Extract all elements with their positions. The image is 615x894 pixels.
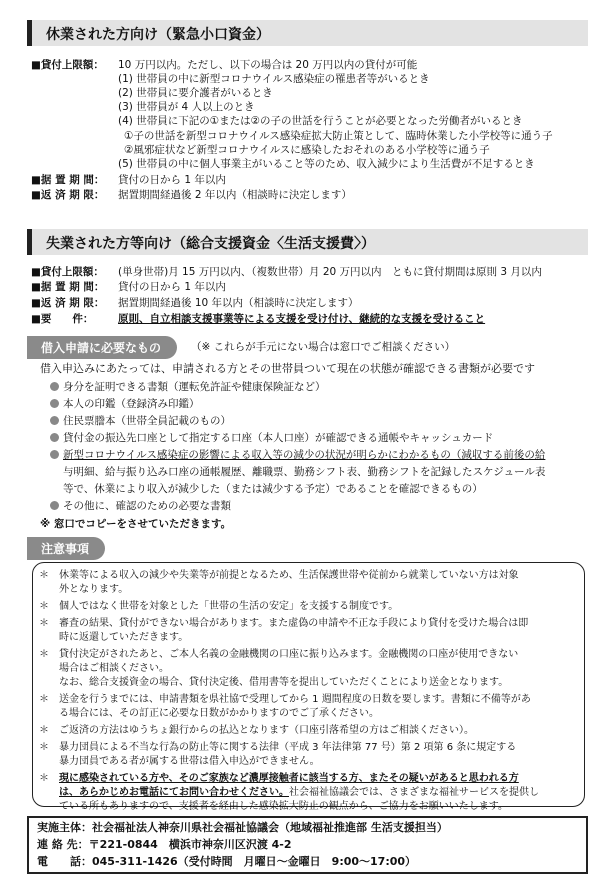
note-line: 暴力団員による不当な行為の防止等に関する法律（平成 3 年法律第 77 号）第 2 項第 6 条に規定する [59,741,517,753]
section-header-unemployed [27,229,588,255]
note-marker-icon: ＊ [39,601,49,612]
phone-row: 電 話：045-311-1426（受付時間 月曜日～金曜日 9:00～17:00） [37,855,417,868]
doc-item-cont: 与明細、給与振り込み口座の通帳履歴、離職票、勤務シフト表、勤務シフトを記録したスケジュール表 [63,466,546,478]
note-line: ている所もありますので、支援者を経由した感染拡大防止の観点から、ご協力をお願いいたします。 [59,801,508,813]
bullet-icon [50,433,59,442]
address-row: 連 絡 先：〒221-0844 横浜市神奈川区沢渡 4-2 [37,838,292,851]
copy-note: ※ 窓口でコピーをさせていただきます。 [40,518,232,530]
note-line: ご返済の方法はゆうちょ銀行からの払込となります（口座引落希望の方はご相談ください）。 [59,725,474,736]
note-line: 休業等による収入の減少や失業等が前提となるため、生活保護世帯や従前から就業していない方は対象 [59,570,519,581]
sub-condition-item: ②風邪症状など新型コロナウイルスに感染したおそれのある小学校等に通う子 [124,144,490,156]
note-marker-icon: ＊ [39,648,49,660]
note-line: なお、総合支援資金の場合、貸付決定後、借用書等を提出していただくことにより送金となります。 [59,677,509,689]
condition-item: (5) 世帯員の中に個人事業主がいること等のため、収入減少により生活費が不足するとき [118,158,535,170]
bullet-icon [50,450,59,459]
org-row: 実施主体：社会福祉法人神奈川県社会福祉協議会（地域福祉推進部 生活支援担当） [37,821,448,834]
note-line: る場合には、その訂正に必要な日数がかかりますのでご了承ください。 [59,708,379,720]
repay-text: 据置期間経過後 10 年以内（相談時に決定します） [118,297,359,309]
grace-label: ■据 置 期 間： [31,281,105,293]
note-marker-icon: ＊ [39,570,49,581]
doc-item: その他に、確認のための必要な書類 [50,499,231,513]
notes-pill: 注意事項 [27,537,105,560]
loan-limit-label: ■貸付上限額： [31,266,104,278]
note-line [59,786,539,800]
doc-item: 新型コロナウイルス感染症の影響による収入等の減少の状況が明らかにわかるもの（減収する前後の給 [50,448,545,462]
doc-item: 貸付金の振込先口座として指定する口座（本人口座）が確認できる通帳やキャッシュカード [50,431,493,445]
note-line: 時に返還していただきます。 [59,632,189,643]
note-line: 個人ではなく世帯を対象とした「世帯の生活の安定」を支援する制度です。 [59,601,399,612]
loan-limit-text: 10 万円以内。ただし、以下の場合は 20 万円以内の貸付が可能 [118,59,418,71]
note-marker-icon: ＊ [39,772,49,784]
doc-item: 本人の印鑑（登録済み印鑑） [50,397,200,411]
note-marker-icon: ＊ [39,741,49,753]
condition-item: (4) 世帯員に下記の①または②の子の世話を行うことが必要となった労働者がいるとき [118,115,523,127]
note-line: 審査の結果、貸付ができない場合があります。また虚偽の申請や不正な手段により貸付を受けた場合は即 [59,617,529,629]
doc-item-cont: 等で、休業により収入が減少した（または減少する予定）であることを確認できるもの） [63,483,483,495]
bullet-icon [50,416,59,425]
condition-item: (3) 世帯員が 4 人以上のとき [118,101,255,113]
section-title: 失業された方等向け（総合支援資金〈生活支援費〉） [46,236,375,252]
note-line: 暴力団員である者が属する世帯は借入申込ができません。 [59,756,320,767]
note-marker-icon: ＊ [39,694,49,705]
repay-text: 据置期間経過後 2 年以内（相談時に決定します） [118,189,352,201]
note-line: 外となります。 [59,584,129,596]
note-line: 送金を行うまでには、申請書類を県社協で受理してから 1 週間程度の日数を要します。書類に不備等があ [59,694,531,705]
sub-condition-item: ①子の世話を新型コロナウイルス感染症拡大防止策として、臨時休業した小学校等に通う子 [124,130,553,142]
bullet-icon [50,382,59,391]
condition-item: (2) 世帯員に要介護者がいるとき [118,87,273,99]
requirement-label: ■要 件： [31,313,94,325]
bullet-icon [50,501,59,510]
loan-limit-text: (単身世帯)月 15 万円以内、（複数世帯）月 20 万円以内 ともに貸付期間は原則 3 月以内 [118,266,542,278]
note-line: 貸付決定がされたあと、ご本人名義の金融機関の口座に振り込みます。金融機関の口座が使用できない [59,648,519,660]
requirement-text: 原則、自立相談支援事業等による支援を受け付け、継続的な支援を受けること [118,313,486,325]
note-marker-icon: ＊ [39,617,49,629]
repay-label: ■返 済 期 限： [31,297,105,309]
loan-limit-label: ■貸付上限額： [31,59,104,71]
docs-pill-note: （※ これらが手元にない場合は窓口でご相談ください） [191,341,456,353]
grace-text: 貸付の日から 1 年以内 [118,174,226,186]
repay-label: ■返 済 期 限： [31,189,105,201]
note-line: 場合はご相談ください。 [59,663,169,674]
doc-item: 身分を証明できる書類（運転免許証や健康保険証など） [50,380,326,394]
docs-pill: 借入申請に必要なもの [27,336,177,359]
note-marker-icon: ＊ [39,725,49,736]
doc-item: 住民票謄本（世帯全員記載のもの） [50,414,231,428]
note-emphasis: は、あらかじめお電話にてお問い合わせください。 [59,787,289,798]
section-title: 休業された方向け（緊急小口資金） [46,27,270,43]
section-header-leave [27,20,588,46]
note-line-emphasis: 現に感染されている方や、そのご家族など濃厚接触者に該当する方、またその疑いがあると思われる方 [59,772,519,784]
condition-item: (1) 世帯員の中に新型コロナウイルス感染症の罹患者等がいるとき [118,73,430,85]
grace-label: ■据 置 期 間： [31,174,105,186]
grace-text: 貸付の日から 1 年以内 [118,281,226,293]
contact-box [27,816,588,874]
docs-intro: 借入申込みにあたっては、申請される方とその世帯員ついて現在の状態が確認できる書類が必要です [40,362,535,375]
notes-box [32,562,585,813]
bullet-icon [50,399,59,408]
note-text: 社会福祉協議会では、さまざまな福祉サービスを提供し [289,787,539,798]
